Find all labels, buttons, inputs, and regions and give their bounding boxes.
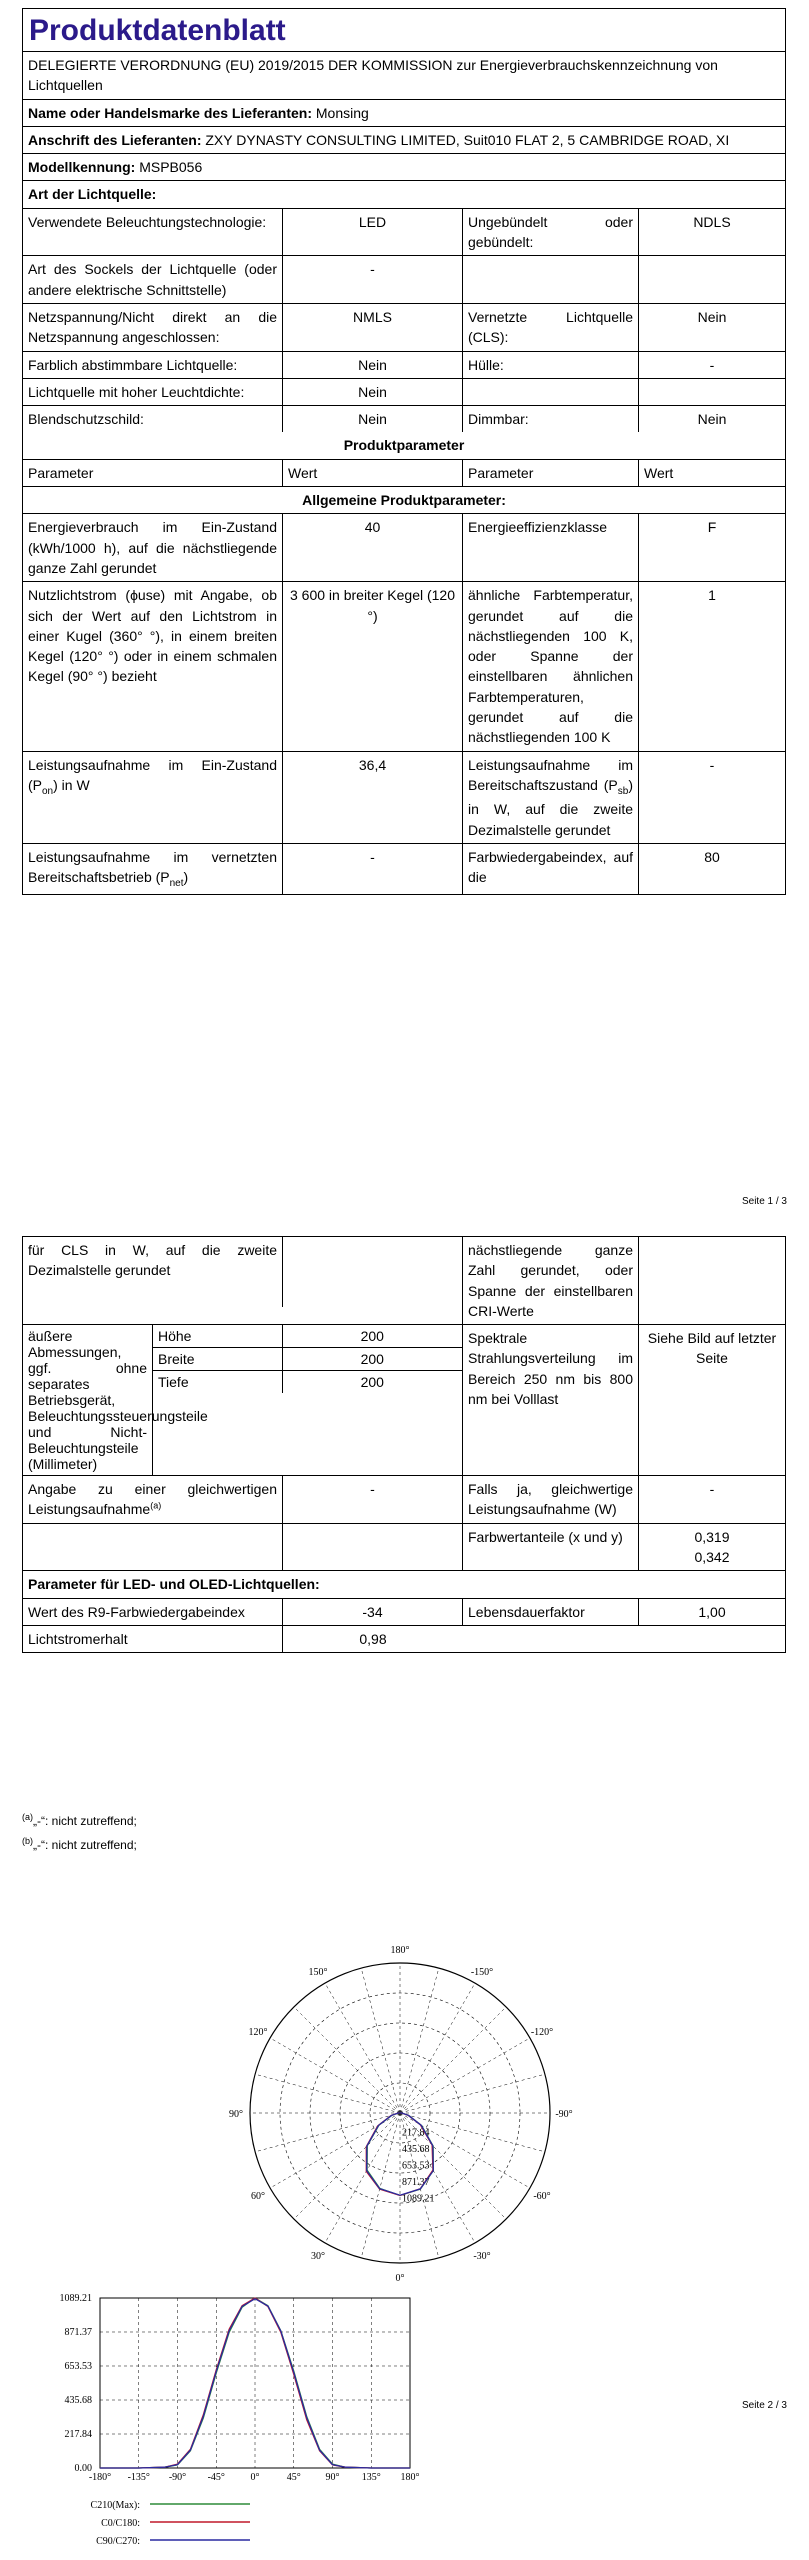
lightsource-type-row bbox=[23, 379, 785, 406]
supplier-address: ZXY DYNASTY CONSULTING LIMITED, Suit010 FLAT 2, 5 CAMBRIDGE ROAD, XI bbox=[205, 131, 730, 148]
polar-spoke bbox=[361, 1968, 400, 2113]
flux-maintenance-label: Lichtstromerhalt bbox=[23, 1626, 283, 1652]
y-tick-label: 1089.21 bbox=[59, 2293, 92, 2304]
polar-angle-label: -30° bbox=[473, 2251, 491, 2263]
polar-angle-label: 0° bbox=[395, 2273, 405, 2283]
datasheet-page-1 bbox=[22, 8, 786, 895]
lightsource-type-rows bbox=[23, 209, 785, 433]
polar-angle-label: -150° bbox=[470, 1966, 494, 1978]
row-label: Netzspannung/Nicht direkt an die Netzspannung angeschlossen: bbox=[23, 304, 283, 351]
lightsource-type-row bbox=[23, 256, 785, 304]
luminous-flux-value: 3 600 in breiter Kegel (120 °) bbox=[283, 582, 463, 750]
dimension-value: 200 bbox=[360, 1351, 384, 1368]
row-label: Farblich abstimmbare Lichtquelle: bbox=[23, 352, 283, 378]
lightsource-type-row bbox=[23, 352, 785, 379]
polar-angle-label: 90° bbox=[229, 2109, 243, 2120]
dimension-row bbox=[153, 1348, 462, 1371]
y-tick-label: 435.68 bbox=[64, 2395, 92, 2407]
page-title: Produktdatenblatt bbox=[29, 14, 286, 47]
dimension-label: Tiefe bbox=[153, 1371, 283, 1393]
row-label: Verwendete Beleuchtungstechnologie: bbox=[23, 209, 283, 256]
model-row bbox=[23, 154, 785, 180]
equivalent-power-w-label: Falls ja, gleichwertige Leistungsaufnahme (W) bbox=[463, 1476, 639, 1523]
polar-spoke bbox=[325, 1983, 400, 2113]
standby-power-value: - bbox=[709, 756, 715, 773]
dimension-row bbox=[153, 1325, 462, 1348]
x-tick-label: 135° bbox=[361, 2472, 381, 2483]
equivalent-power-value: - bbox=[283, 1476, 463, 1523]
polar-radial-label: 217.84 bbox=[402, 2127, 430, 2139]
page-number-2: Seite 2 / 3 bbox=[741, 2400, 787, 2411]
row-label-2 bbox=[463, 256, 639, 303]
polar-radial-label: 871.37 bbox=[402, 2177, 430, 2188]
polar-spoke bbox=[400, 2038, 530, 2113]
polar-angle-label: 60° bbox=[250, 2191, 265, 2202]
legend-label: C210(Max): bbox=[90, 2500, 140, 2511]
color-temperature-label: ähnliche Farbtemperatur, gerundet auf die nächstliegenden 100 K, oder Spanne der einstellbaren ähnlichen Farbtemperaturen, gerundet auf die nächstliegenden 100 K bbox=[463, 582, 639, 750]
page-number-1: Seite 1 / 3 bbox=[741, 1196, 787, 1207]
row-label: Blendschutzschild: bbox=[23, 406, 283, 432]
polar-angle-label: 30° bbox=[311, 2251, 325, 2263]
intensity-line-chart bbox=[40, 2288, 640, 2548]
lifetime-factor-label: Lebensdauerfaktor bbox=[463, 1599, 639, 1625]
dimension-row bbox=[153, 1371, 462, 1393]
row-label-2 bbox=[463, 379, 639, 405]
lightsource-type-heading: Art der Lichtquelle: bbox=[28, 186, 157, 203]
chromaticity-values: 0,319 0,342 bbox=[694, 1528, 730, 1566]
r9-label: Wert des R9-Farbwiedergabeindex bbox=[23, 1599, 283, 1625]
standby-power-label: Leistungsaufnahme im Bereitschaftszustand $(P_{sb})$ in W, auf die zweite Dezimalstelle gerundet bbox=[463, 752, 639, 843]
chromaticity-label: Farbwertanteile (x und y) bbox=[463, 1524, 639, 1571]
energy-class-label: Energieeffizienzklasse bbox=[463, 514, 639, 581]
param-row bbox=[23, 752, 785, 844]
polar-spoke bbox=[294, 2007, 400, 2113]
dimension-label: Höhe bbox=[153, 1325, 283, 1347]
polar-spoke bbox=[270, 2038, 400, 2113]
row-value-2: - bbox=[709, 356, 715, 373]
row-value-2: NDLS bbox=[693, 213, 731, 230]
lightsource-type-row bbox=[23, 406, 785, 432]
luminous-flux-label: Nutzlichtstrom (ϕuse) mit Angabe, ob sich der Wert auf den Lichtstrom in einer Kugel (360° °), in einem breiten Kegel (120° °) oder in einem schmalen Kegel (90° °) bezieht bbox=[23, 582, 283, 750]
polar-spoke bbox=[400, 1968, 439, 2113]
lifetime-factor-value: 1,00 bbox=[698, 1603, 726, 1620]
x-tick-label: -135° bbox=[127, 2472, 150, 2483]
flux-maintenance-value: 0,98 bbox=[359, 1630, 387, 1647]
row-label-2: Vernetzte Lichtquelle (CLS): bbox=[463, 304, 639, 351]
row-label: Art des Sockels der Lichtquelle (oder andere elektrische Schnittstelle) bbox=[23, 256, 283, 303]
energy-class-value: F bbox=[707, 519, 717, 536]
polar-angle-label: -90° bbox=[555, 2109, 573, 2120]
x-tick-label: 0° bbox=[250, 2472, 260, 2483]
empty-cell bbox=[23, 1524, 283, 1571]
dimension-label: Breite bbox=[153, 1348, 283, 1370]
row-label-2: Dimmbar: bbox=[463, 406, 639, 432]
x-tick-label: -90° bbox=[168, 2472, 187, 2483]
polar-angle-label: 150° bbox=[308, 1966, 328, 1978]
equivalent-power-label: Angabe zu einer gleichwertigen Leistungsaufnahme$^{(a)}$ bbox=[23, 1476, 283, 1523]
col-value-header-2: Wert bbox=[644, 464, 674, 481]
param-row bbox=[23, 514, 785, 582]
row-value: Nein bbox=[283, 379, 463, 405]
footnote-a: $^{(a)}$„-“: nicht zutreffend; bbox=[22, 1812, 137, 1828]
y-tick-label: 871.37 bbox=[64, 2326, 92, 2338]
polar-spoke bbox=[255, 2113, 400, 2152]
polar-angle-label: -120° bbox=[530, 2027, 554, 2038]
legend-label: C0/C180: bbox=[101, 2518, 140, 2529]
y-tick-label: 217.84 bbox=[64, 2429, 92, 2441]
on-power-label: Leistungsaufnahme im Ein-Zustand $(P_{on})$ in W bbox=[23, 752, 283, 843]
footnote-b: $^{(b)}$„-“: nicht zutreffend; bbox=[22, 1836, 137, 1852]
x-tick-label: -45° bbox=[207, 2472, 225, 2483]
networked-standby-cont: für CLS in W, auf die zweite Dezimalstelle gerundet bbox=[23, 1237, 283, 1307]
datasheet-page-2 bbox=[22, 1236, 786, 1653]
on-power-value: 36,4 bbox=[283, 752, 463, 843]
empty-cell bbox=[639, 1237, 785, 1324]
y-tick-label: 653.53 bbox=[64, 2360, 92, 2372]
dimensions-list bbox=[153, 1325, 463, 1475]
col-param-header: Parameter bbox=[23, 460, 283, 486]
col-param-header-2: Parameter bbox=[463, 460, 639, 486]
row-label: Lichtquelle mit hoher Leuchtdichte: bbox=[23, 379, 283, 405]
row-value: NMLS bbox=[283, 304, 463, 351]
param-row bbox=[23, 844, 785, 895]
regulation-text: DELEGIERTE VERORDNUNG (EU) 2019/2015 DER KOMMISSION zur Energieverbrauchskennzeichnung von Lichtquellen bbox=[28, 57, 718, 94]
model-id: MSPB056 bbox=[139, 159, 203, 176]
polar-radial-label: 1089.21 bbox=[402, 2193, 435, 2205]
param-row bbox=[23, 582, 785, 751]
x-tick-label: 90° bbox=[325, 2472, 340, 2483]
row-value: LED bbox=[283, 209, 463, 256]
row-value: Nein bbox=[283, 352, 463, 378]
col-value-header: Wert bbox=[283, 460, 463, 486]
row-value-2: Nein bbox=[697, 411, 727, 428]
lightsource-type-row bbox=[23, 209, 785, 257]
led-params-heading: Parameter für LED- und OLED-Lichtquellen: bbox=[28, 1576, 320, 1593]
polar-angle-label: -60° bbox=[533, 2191, 551, 2202]
general-params-heading: Allgemeine Produktparameter: bbox=[302, 492, 506, 509]
row-value: Nein bbox=[283, 406, 463, 432]
equivalent-power-w-value: - bbox=[709, 1481, 715, 1498]
legend-label: C90/C270: bbox=[96, 2536, 140, 2547]
row-label-2: Hülle: bbox=[463, 352, 639, 378]
x-tick-label: -180° bbox=[88, 2472, 112, 2483]
lightsource-type-row bbox=[23, 304, 785, 352]
polar-angle-label: 180° bbox=[390, 1945, 410, 1956]
supplier-address-row bbox=[23, 127, 785, 153]
supplier-name-label: Name oder Handelsmarke des Lieferanten: bbox=[28, 104, 312, 121]
color-temperature-value: 1 bbox=[708, 587, 716, 604]
polar-spoke bbox=[361, 2113, 400, 2258]
spectral-value: Siehe Bild auf letzter Seite bbox=[647, 1330, 777, 1367]
networked-standby-value: - bbox=[283, 844, 463, 895]
x-tick-label: 180° bbox=[400, 2472, 420, 2483]
cri-value: 80 bbox=[704, 848, 720, 865]
row-value: - bbox=[283, 256, 463, 303]
model-label: Modellkennung: bbox=[28, 159, 136, 176]
empty-cell bbox=[283, 1237, 463, 1324]
y-tick-label: 0.00 bbox=[74, 2463, 92, 2474]
row-value-2 bbox=[639, 256, 785, 303]
energy-consumption-value: 40 bbox=[283, 514, 463, 581]
r9-value: -34 bbox=[283, 1599, 463, 1625]
networked-standby-label: Leistungsaufnahme im vernetzten Bereitschaftsbetrieb $(P_{net})$ bbox=[23, 844, 283, 895]
polar-angle-label: 120° bbox=[248, 2027, 268, 2038]
polar-diagram bbox=[180, 1938, 620, 2283]
polar-spoke bbox=[400, 1983, 475, 2113]
polar-radial-label: 435.68 bbox=[402, 2144, 430, 2155]
cri-label-cont: nächstliegende ganze Zahl gerundet, oder Spanne der einstellbaren CRI-Werte bbox=[463, 1237, 639, 1324]
supplier-name: Monsing bbox=[315, 104, 369, 121]
row-value-2: Nein bbox=[697, 308, 727, 325]
polar-spoke bbox=[400, 2007, 506, 2113]
dimensions-label: äußere Abmessungen, ggf. ohne separates Betriebsgerät, Beleuchtungssteuerungsteile und Nicht-Beleuchtungsteile (Millimeter) bbox=[23, 1325, 153, 1475]
product-params-heading: Produktparameter bbox=[343, 437, 465, 454]
row-label-2: Ungebündelt oder gebündelt: bbox=[463, 209, 639, 256]
supplier-address-label: Anschrift des Lieferanten: bbox=[28, 131, 202, 148]
supplier-name-row bbox=[23, 100, 785, 126]
polar-spoke bbox=[255, 2074, 400, 2113]
polar-radial-label: 653.53 bbox=[402, 2160, 430, 2172]
polar-spoke bbox=[294, 2113, 400, 2219]
x-tick-label: 45° bbox=[286, 2472, 301, 2483]
polar-spoke bbox=[325, 2113, 400, 2243]
spectral-label: Spektrale Strahlungsverteilung im Bereich 250 nm bis 800 nm bei Volllast bbox=[463, 1325, 639, 1475]
empty-cell bbox=[283, 1524, 463, 1571]
dimension-value: 200 bbox=[360, 1328, 384, 1345]
dimensions-row bbox=[23, 1325, 785, 1476]
dimension-value: 200 bbox=[360, 1374, 384, 1391]
row-value-2 bbox=[639, 379, 785, 405]
energy-consumption-label: Energieverbrauch im Ein-Zustand (kWh/1000 h), auf die nächstliegende ganze Zahl gerundet bbox=[23, 514, 283, 581]
cri-label: Farbwiedergabeindex, auf die bbox=[463, 844, 639, 895]
polar-spoke bbox=[400, 2074, 545, 2113]
